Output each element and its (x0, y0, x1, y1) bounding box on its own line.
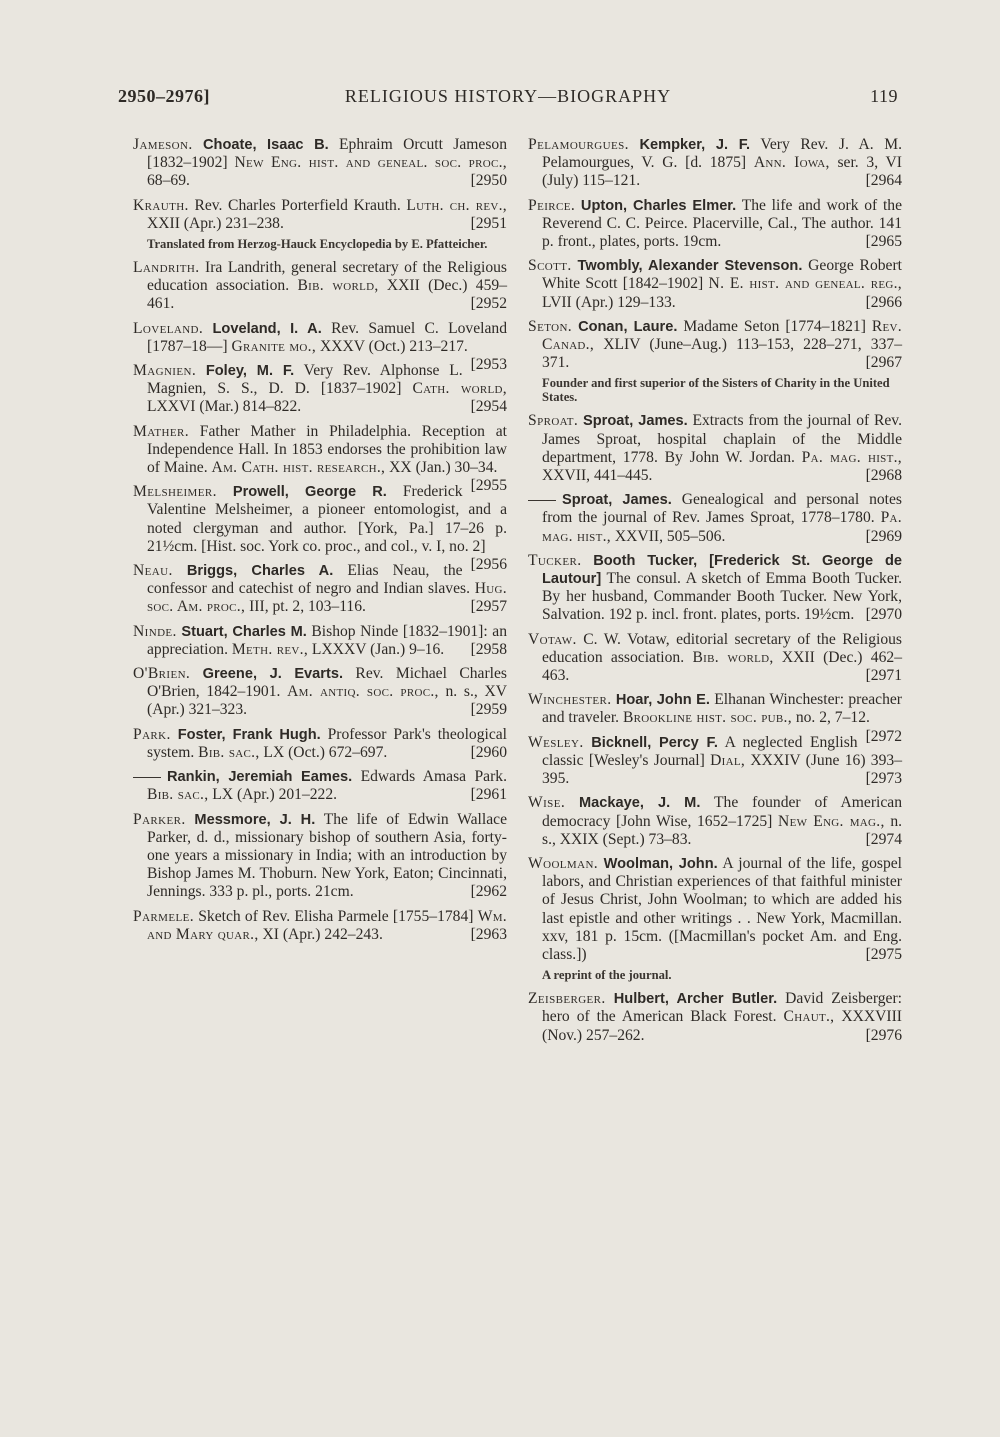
entry-citation: LXXXV (Jan.) 9–16. (308, 640, 445, 658)
entry-author: Rankin, Jeremiah Eames. (167, 769, 353, 786)
entry-source: Bib. sac., (198, 743, 260, 761)
entry-title: Father Mather in Philadelphia. Reception at Independence Hall. In 1853 endorses the prohibition law of Maine. (147, 422, 507, 477)
entry-subject: Votaw. (528, 630, 577, 648)
entry-source: Brookline hist. soc. pub., (622, 709, 792, 727)
entry-subject: Seton. (528, 317, 573, 335)
entry-number: [2960 (470, 743, 507, 761)
entry-subject: Tucker. (528, 551, 582, 569)
entry-subject: Parmele. (133, 907, 194, 925)
bibliography-entry (528, 734, 902, 789)
entry-number: [2957 (470, 598, 507, 616)
entry-number: [2975 (865, 945, 902, 963)
entry-author: Stuart, Charles M. (181, 623, 307, 640)
entry-number: [2974 (865, 830, 902, 848)
entry-subject: Melsheimer. (133, 483, 217, 501)
entry-number: [2951 (470, 214, 507, 232)
entry-source: Bib. world, (692, 648, 774, 666)
entry-range: 2950–2976] (118, 86, 210, 106)
bibliography-entry (528, 794, 902, 849)
entry-subject: Jameson. (133, 136, 193, 153)
entry-source: Dial, (710, 751, 746, 769)
entry-citation: no. 2, 7–12. (791, 709, 870, 727)
entry-author: Choate, Isaac B. (203, 137, 329, 153)
entry-author: Twombly, Alexander Stevenson. (577, 258, 803, 275)
bibliography-entry (528, 855, 902, 964)
entry-title: Frederick Valentine Melsheimer, a pioneer entomologist, and a noted clergyman and author. [York, Pa.] 17–26 p. 21½cm. [Hist. soc. York co. proc., and col., v. I, no. 2] (147, 483, 507, 555)
bibliography-entry (133, 811, 507, 902)
entry-subject: Ninde. (133, 622, 177, 640)
entry-subject: Peirce. (528, 196, 576, 214)
entry-subject: Parker. (133, 810, 186, 828)
entry-title: The consul. A sketch of Emma Booth Tucker. By her husband, Commander Booth Tucker. New York, Salvation. 192 p. incl. front. plates, ports. 19½cm. (542, 570, 902, 624)
entry-number: [2959 (470, 701, 507, 719)
right-column (528, 136, 902, 1051)
entry-citation: XXVII, 441–445. (542, 467, 653, 485)
entry-subject: Neau. (133, 562, 173, 580)
entry-citation: XXII (Apr.) 231–238. (147, 214, 284, 232)
entry-author: Prowell, George R. (232, 484, 387, 501)
entry-source: Luth. ch. rev., (406, 196, 507, 214)
entry-source: Ann. Iowa, (753, 154, 830, 172)
entry-subject: Woolman. (528, 854, 599, 872)
entry-subject: Zeisberger. (528, 990, 606, 1008)
entry-author: Hulbert, Archer Butler. (613, 991, 778, 1008)
entry-citation: XX (Jan.) 30–34. (385, 459, 498, 477)
bibliography-entry (133, 362, 507, 417)
entry-title: The life of Edwin Wallace Parker, d. d., missionary bishop of southern Asia, forty-one years a missionary in India; with an introduction by Bishop James M. Thoburn. New York, Eaton; Cincinnati, Jennings. 333 p. pl., ports. 21cm. (147, 810, 507, 901)
entry-source: Granite mo., (231, 337, 317, 355)
entry-source: Am. Cath. hist. research., (211, 459, 386, 477)
entry-author: Greene, J. Evarts. (202, 666, 343, 683)
entry-author: Booth Tucker, [Frederick St. George de Lautour] (542, 552, 902, 588)
entry-citation: 68–69. (147, 172, 190, 190)
bibliography-entry (133, 259, 507, 314)
page-number: 119 (870, 86, 898, 106)
entry-number: [2952 (470, 295, 507, 313)
entry-title: Rev. Michael Charles O'Brien, 1842–1901. (147, 665, 507, 701)
entry-number: [2965 (865, 233, 902, 251)
entry-author: Woolman, John. (603, 855, 718, 872)
entry-author: Messmore, J. H. (194, 811, 316, 828)
left-column (133, 136, 507, 950)
entry-title: A neglected English classic [Wesley's Journal] (542, 733, 858, 769)
entry-citation: XXXVIII (Nov.) 257–262. (542, 1008, 902, 1044)
bibliography-entry (133, 665, 507, 720)
entry-source: Bib. world, (297, 277, 379, 295)
entry-subject: O'Brien. (133, 665, 191, 683)
entry-number: [2954 (470, 398, 507, 416)
entry-source: Pa. mag. hist., (801, 448, 902, 466)
entry-title: Elhanan Winchester: preacher and traveler. (542, 691, 902, 727)
ditto-dash (528, 500, 556, 501)
bibliography-entry (133, 623, 507, 659)
bibliography-entry (528, 136, 902, 191)
bibliography-entry (528, 197, 902, 252)
entry-number: [2971 (865, 667, 902, 685)
entry-citation: XLIV (June–Aug.) 113–153, 228–271, 337–371. (542, 336, 902, 372)
bibliography-entry (133, 197, 507, 233)
bibliography-entry (133, 136, 507, 191)
entry-author: Briggs, Charles A. (186, 563, 334, 580)
entry-source: Meth. rev., (231, 640, 309, 658)
entry-note: Translated from Herzog-Hauck Encyclopedia by E. Pfatteicher. (147, 237, 488, 252)
entry-citation: LX (Oct.) 672–697. (259, 743, 388, 761)
entry-citation: XI (Apr.) 242–243. (258, 925, 383, 943)
entry-number: [2956 (470, 556, 507, 574)
entry-citation: LXXVI (Mar.) 814–822. (147, 398, 302, 416)
entry-subject: Landrith. (133, 259, 200, 277)
entry-title: Elias Neau, the confessor and catechist of negro and Indian slaves. (147, 562, 475, 598)
entry-title: A journal of the life, gospel labors, and Christian experiences of that faithful minister of Jesus Christ, John Woolman; to which are added his last epistle and other writings . . New York, Macmillan. xxv, 181 p. 15cm. ([Macmillan's pocket Am. and Eng. class.]) (542, 854, 902, 963)
entry-citation: XXXIV (June 16) 393–395. (542, 751, 902, 788)
entry-author: Bicknell, Percy F. (591, 734, 718, 751)
entry-subject: Sproat. (528, 412, 579, 430)
entry-subject: Mather. (133, 422, 190, 440)
entry-title: George Robert White Scott [1842–1902] (542, 257, 902, 293)
entry-title: Genealogical and personal notes from the journal of Rev. James Sproat, 1778–1780. (542, 491, 903, 527)
bibliography-entry (528, 318, 902, 373)
entry-subject: Wesley. (528, 733, 584, 751)
entry-title: The life and work of the Reverend C. C. Peirce. Placerville, Cal., The author. 141 p. front., plates, ports. 19cm. (542, 196, 903, 251)
entry-number: [2976 (865, 1026, 902, 1044)
entry-number: [2958 (470, 640, 507, 658)
entry-citation: XXII (Dec.) 462–463. (542, 648, 902, 685)
entry-title: Rev. Charles Porterfield Krauth. (194, 196, 407, 214)
entry-author: Foley, M. F. (205, 363, 295, 380)
bibliography-entry (528, 491, 902, 546)
entry-citation: ser. 3, VI (July) 115–121. (542, 154, 902, 190)
entry-author: Upton, Charles Elmer. (580, 197, 737, 214)
bibliography-entry (528, 257, 902, 312)
entry-number: [2973 (865, 770, 902, 788)
entry-title: David Zeisberger: hero of the American Black Forest. (542, 990, 902, 1026)
entry-number: [2953 (470, 356, 507, 374)
entry-source: Hug. soc. Am. proc., (147, 580, 507, 616)
running-head (118, 86, 898, 114)
entry-title: The founder of American democracy [John Wise, 1652–1725] (542, 794, 902, 830)
bibliography-entry (528, 631, 902, 686)
entry-author: Sproat, James. (583, 413, 688, 430)
entry-source: N. E. hist. and geneal. reg., (708, 275, 902, 293)
entry-number: [2963 (470, 925, 507, 943)
ditto-dash (133, 777, 161, 778)
entry-number: [2955 (470, 477, 507, 495)
entry-author: Kempker, J. F. (639, 137, 751, 153)
entry-citation: III, pt. 2, 103–116. (245, 598, 366, 616)
entry-subject: Loveland. (133, 319, 204, 337)
entry-title: Very Rev. Alphonse L. Magnien, S. S., D. D. [1837–1902] (147, 362, 463, 398)
entry-author: Mackaye, J. M. (579, 795, 701, 812)
entry-title: Ira Landrith, general secretary of the Religious education association. (147, 259, 507, 295)
entry-source: Pa. mag. hist., (542, 509, 902, 545)
entry-source: Cath. world, (412, 380, 507, 398)
page-title: RELIGIOUS HISTORY—BIOGRAPHY (344, 86, 672, 106)
entry-title: Extracts from the journal of Rev. James Sproat, hospital chaplain of the Middle department, 1778. By John W. Jordan. (542, 412, 902, 466)
entry-citation: XXXV (Oct.) 213–217. (316, 337, 468, 355)
entry-number: [2966 (865, 293, 902, 311)
entry-subject: Winchester. (528, 691, 612, 709)
entry-number: [2962 (470, 883, 507, 901)
entry-number: [2964 (865, 172, 902, 190)
entry-author: Sproat, James. (562, 492, 672, 509)
entry-subject: Scott. (528, 257, 572, 275)
bibliography-entry (528, 990, 902, 1045)
entry-title: C. W. Votaw, editorial secretary of the Religious education association. (542, 630, 903, 666)
entry-number: [2950 (470, 172, 507, 190)
entry-citation: n. s., XXIX (Sept.) 73–83. (542, 812, 903, 848)
entry-title: Ephraim Orcutt Jameson [1832–1902] (147, 136, 507, 172)
entry-note: Founder and first superior of the Sisters of Charity in the United States. (542, 376, 890, 405)
entry-source: Rev. Canad., (542, 317, 902, 354)
entry-number: [2970 (865, 606, 902, 624)
bibliography-entry (528, 412, 902, 485)
entry-subject: Magnien. (133, 362, 197, 380)
entry-author: Hoar, John E. (615, 692, 710, 709)
entry-number: [2961 (470, 786, 507, 804)
entry-source: Chaut., (783, 1008, 835, 1026)
entry-number: [2972 (865, 727, 902, 745)
bibliography-entry (133, 562, 507, 617)
entry-title: Rev. Samuel C. Loveland [1787–18—] (147, 319, 507, 355)
entry-citation: LVII (Apr.) 129–133. (542, 293, 676, 311)
entry-title: Edwards Amasa Park. (352, 768, 507, 786)
entry-title: Very Rev. J. A. M. Pelamourgues, V. G. [d. 1875] (542, 136, 902, 172)
entry-citation: n. s., XV (Apr.) 321–323. (147, 683, 507, 719)
entry-source: Bib. sac., (147, 786, 209, 804)
bibliography-entry (133, 726, 507, 762)
entry-source: Wm. and Mary quar., (147, 907, 507, 943)
entry-source: New Eng. mag., (778, 812, 885, 830)
entry-title: Madame Seton [1774–1821] (677, 317, 872, 335)
entry-title: Professor Park's theological system. (147, 725, 507, 761)
entry-author: Foster, Frank Hugh. (177, 726, 321, 743)
entry-citation: XXVII, 505–506. (611, 527, 726, 545)
entry-source: New Eng. hist. and geneal. soc. proc., (234, 154, 507, 172)
bibliography-entry (133, 908, 507, 944)
entry-source: Am. antiq. soc. proc., (287, 683, 439, 701)
bibliography-entry (528, 552, 902, 625)
entry-subject: Wise. (528, 794, 566, 812)
entry-number: [2968 (865, 467, 902, 485)
entry-author: Loveland, I. A. (212, 320, 322, 337)
entry-title: Sketch of Rev. Elisha Parmele [1755–1784] (198, 907, 478, 925)
entry-number: [2967 (865, 354, 902, 372)
entry-citation: LX (Apr.) 201–222. (208, 786, 338, 804)
entry-subject: Krauth. (133, 196, 189, 214)
entry-subject: Park. (133, 725, 171, 743)
entry-number: [2969 (865, 527, 902, 545)
bibliography-entry (133, 768, 507, 804)
entry-note: A reprint of the journal. (542, 968, 672, 983)
entry-author: Conan, Laure. (578, 318, 678, 335)
entry-title: Bishop Ninde [1832–1901]: an appreciation. (147, 622, 507, 658)
entry-citation: XXII (Dec.) 459–461. (147, 277, 507, 313)
entry-subject: Pelamourgues. (528, 136, 629, 153)
